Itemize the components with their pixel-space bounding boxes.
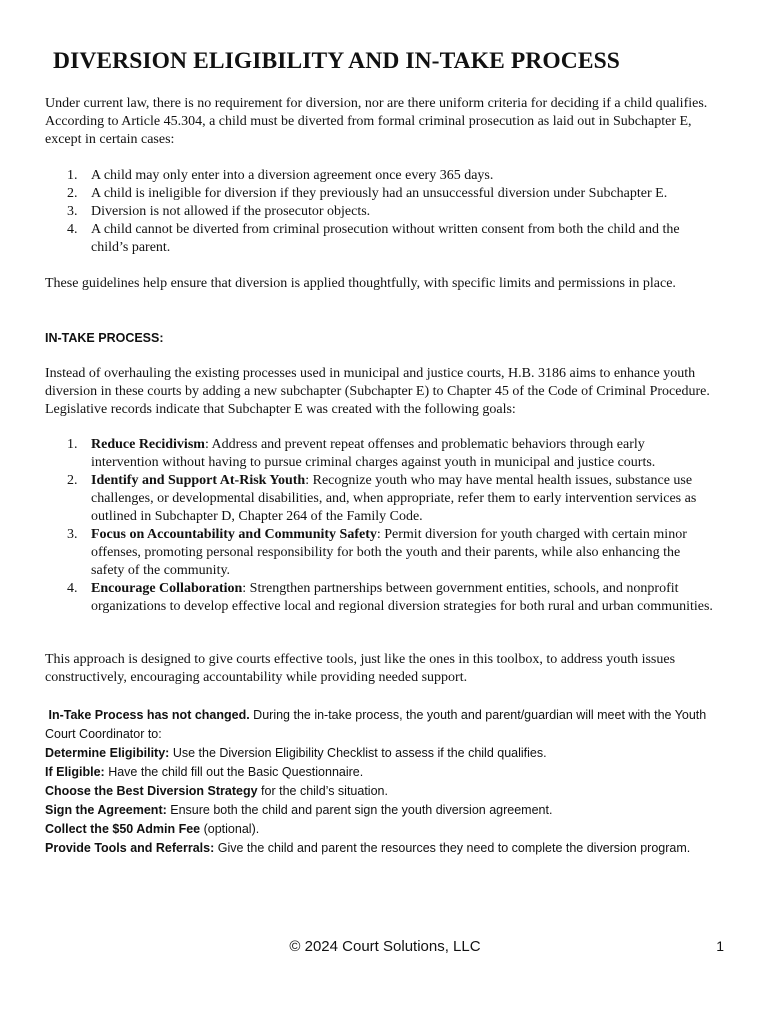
goal-label: Identify and Support At-Risk Youth xyxy=(91,473,306,488)
list-item xyxy=(45,526,727,580)
step-label: Determine Eligibility: xyxy=(45,746,170,760)
goal-label: Focus on Accountability and Community Safety xyxy=(91,527,377,542)
intro-paragraph: Under current law, there is no requirement for diversion, nor are there uniform criteria for deciding if a child qualifies. According to Article 45.304, a child must be diverted from formal criminal prosecution as laid out in Subchapter E, except in certain cases: xyxy=(45,96,708,147)
rules-list xyxy=(45,167,727,257)
list-text: Diversion is not allowed if the prosecutor objects. xyxy=(91,204,371,219)
step-label: Sign the Agreement: xyxy=(45,803,167,817)
list-text: A child may only enter into a diversion agreement once every 365 days. xyxy=(91,168,494,183)
list-item xyxy=(45,580,727,616)
list-number: 4. xyxy=(67,581,78,596)
list-number: 3. xyxy=(67,527,78,542)
intake-intro-paragraph: Instead of overhauling the existing processes used in municipal and justice courts, H.B. 3186 aims to enhance youth diversion in these courts by adding a new subchapter (Subchapter E) to Chapter 45 of the Code of Criminal Procedure. Legislative records indicate that Subchapter E was created with the following goals: xyxy=(45,366,710,417)
list-number: 3. xyxy=(67,204,78,219)
goal-text: : Strengthen partnerships between government entities, schools, and nonprofit organizations to develop effective local and regional diversion strategies for both rural and urban communities. xyxy=(91,581,713,614)
goal-label: Encourage Collaboration xyxy=(91,581,243,596)
list-item xyxy=(45,472,727,526)
list-number: 2. xyxy=(67,186,78,201)
step-item xyxy=(45,782,735,801)
step-label: Choose the Best Diversion Strategy xyxy=(45,784,258,798)
step-text: Have the child fill out the Basic Questionnaire. xyxy=(104,765,364,779)
goal-text: : Recognize youth who may have mental health issues, substance use challenges, or developmental disabilities, and, when appropriate, refer them to early intervention services as outlined in Subchapter D, Chapter 264 of the Family Code. xyxy=(91,473,697,524)
list-number: 2. xyxy=(67,473,78,488)
step-item xyxy=(45,801,735,820)
intake-heading: IN-TAKE PROCESS: xyxy=(45,331,164,345)
guidelines-paragraph: These guidelines help ensure that diversion is applied thoughtfully, with specific limits and permissions in place. xyxy=(45,276,676,291)
list-item xyxy=(45,167,727,185)
goal-text: : Address and prevent repeat offenses and problematic behaviors through early intervention without having to pursue criminal charges against youth in municipal and justice courts. xyxy=(91,437,656,470)
step-text: for the child’s situation. xyxy=(257,784,388,798)
coordinator-section xyxy=(45,706,735,858)
list-number: 4. xyxy=(67,222,78,237)
approach-paragraph: This approach is designed to give courts effective tools, just like the ones in this toolbox, to address youth issues constructively, encouraging accountability while providing needed support. xyxy=(45,652,676,685)
step-item xyxy=(45,839,735,858)
list-item xyxy=(45,436,727,472)
page-number: 1 xyxy=(716,938,724,954)
goal-text: : Permit diversion for youth charged with certain minor offenses, promoting personal responsibility for both the youth and their parents, while also enhancing the safety of the community. xyxy=(91,527,687,578)
step-item xyxy=(45,763,735,782)
coordinator-lead-bold: In-Take Process has not changed. xyxy=(48,708,250,722)
step-text: (optional). xyxy=(200,822,260,836)
step-label: Provide Tools and Referrals: xyxy=(45,841,215,855)
list-item xyxy=(45,185,727,203)
list-number: 1. xyxy=(67,168,78,183)
list-item xyxy=(45,221,727,257)
coordinator-lead xyxy=(45,706,735,744)
list-text: A child cannot be diverted from criminal prosecution without written consent from both the child and the child’s parent. xyxy=(91,222,680,255)
goal-label: Reduce Recidivism xyxy=(91,437,205,452)
step-text: Use the Diversion Eligibility Checklist to assess if the child qualifies. xyxy=(169,746,547,760)
footer-copyright: © 2024 Court Solutions, LLC xyxy=(289,938,481,955)
list-item xyxy=(45,203,727,221)
page-title: DIVERSION ELIGIBILITY AND IN-TAKE PROCESS xyxy=(53,48,620,74)
goals-list xyxy=(45,436,727,616)
list-text: A child is ineligible for diversion if they previously had an unsuccessful diversion under Subchapter E. xyxy=(91,186,668,201)
step-text: Ensure both the child and parent sign the youth diversion agreement. xyxy=(166,803,553,817)
step-text: Give the child and parent the resources they need to complete the diversion program. xyxy=(214,841,691,855)
step-item xyxy=(45,820,735,839)
list-number: 1. xyxy=(67,437,78,452)
step-label: Collect the $50 Admin Fee xyxy=(45,822,201,836)
step-label: If Eligible: xyxy=(45,765,105,779)
step-item xyxy=(45,744,735,763)
coordinator-lead-text: During the in-take process, the youth and parent/guardian will meet with the Youth Court Coordinator to: xyxy=(45,708,707,741)
